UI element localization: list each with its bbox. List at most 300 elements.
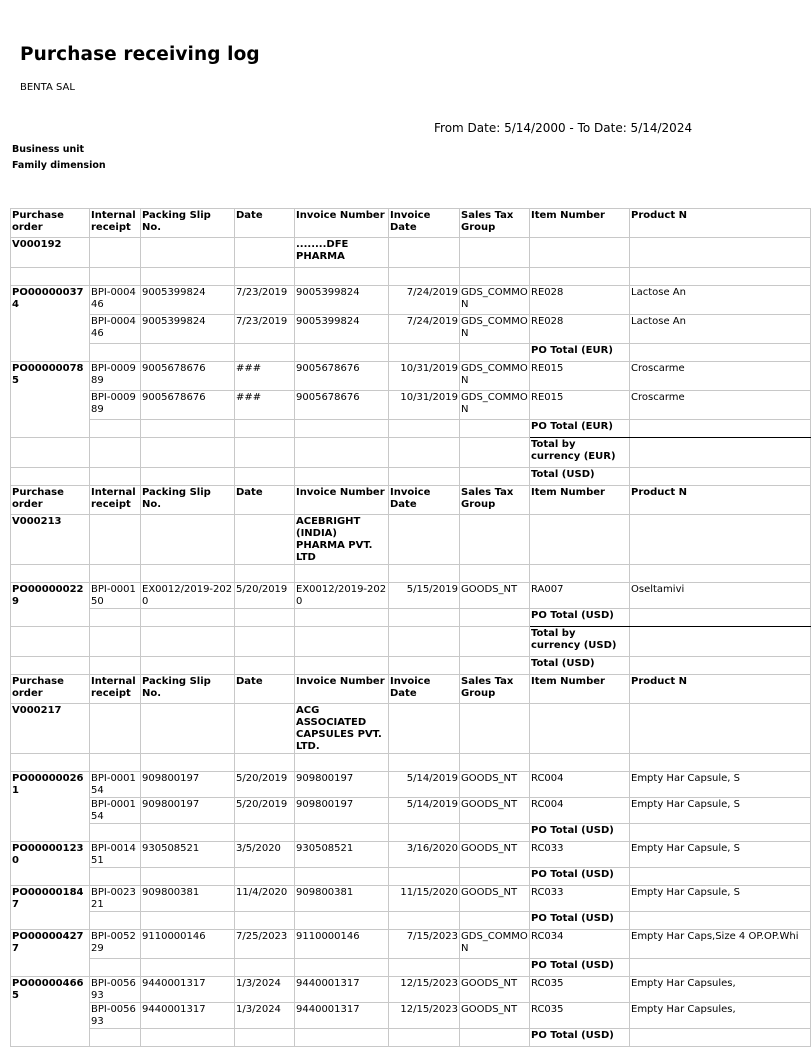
product-name <box>630 886 811 912</box>
table-cell <box>235 565 295 583</box>
table-cell <box>141 438 235 468</box>
table-cell <box>90 657 141 675</box>
table-cell <box>630 1029 811 1047</box>
item-number: RC033 <box>530 886 630 912</box>
table-cell <box>630 912 811 930</box>
table-cell <box>630 959 811 977</box>
table-cell <box>235 268 295 286</box>
table-cell <box>11 754 90 772</box>
product-text: Empty Har Caps,Size 4 OP.OP.Whi <box>631 931 799 942</box>
invoice-number: 9005399824 <box>295 315 389 344</box>
invoice-number: 909800197 <box>295 798 389 824</box>
invoice-number: 909800197 <box>295 772 389 798</box>
table-cell <box>295 609 389 627</box>
po-total-label: PO Total (EUR) <box>530 420 630 438</box>
line-row <box>11 930 811 959</box>
table-cell <box>389 515 460 565</box>
product-text: Empty Har Capsule, S <box>631 773 741 784</box>
table-cell <box>630 268 811 286</box>
receipt-date: 7/23/2019 <box>235 315 295 344</box>
table-cell <box>141 268 235 286</box>
table-cell <box>389 704 460 754</box>
invoice-number: 9440001317 <box>295 977 389 1003</box>
table-cell <box>141 609 235 627</box>
receipt-date: 5/20/2019 <box>235 772 295 798</box>
packing-slip: EX0012/2019-2020 <box>141 583 235 609</box>
column-header: Date <box>235 209 295 238</box>
product-text: Oseltamivi <box>631 584 685 595</box>
po-total-label: PO Total (USD) <box>530 912 630 930</box>
column-header: Packing Slip No. <box>141 486 235 515</box>
line-row <box>11 842 811 868</box>
table-cell <box>11 565 90 583</box>
usd-total-label: Total (USD) <box>530 468 630 486</box>
table-cell <box>530 268 630 286</box>
po-number: PO000000229 <box>11 583 90 627</box>
table-cell <box>295 565 389 583</box>
date-range: From Date: 5/14/2000 - To Date: 5/14/2024 <box>434 121 693 135</box>
table-cell <box>389 959 460 977</box>
po-total-row <box>11 959 811 977</box>
table-cell <box>389 438 460 468</box>
tax-group: GOODS_NT <box>460 886 530 912</box>
line-row <box>11 315 811 344</box>
receipt-date: 1/3/2024 <box>235 977 295 1003</box>
invoice-date: 11/15/2020 <box>389 886 460 912</box>
packing-slip: 9005399824 <box>141 315 235 344</box>
table-cell <box>235 438 295 468</box>
product-name <box>630 930 811 959</box>
column-header: Purchase order <box>11 675 90 704</box>
table-cell <box>630 868 811 886</box>
po-total-row <box>11 420 811 438</box>
spacer-row <box>11 268 811 286</box>
po-number: PO000000785 <box>11 362 90 438</box>
receipt-date: ### <box>235 362 295 391</box>
invoice-date: 12/15/2023 <box>389 977 460 1003</box>
table-cell <box>389 824 460 842</box>
tax-group: GOODS_NT <box>460 977 530 1003</box>
table-cell <box>389 565 460 583</box>
invoice-number: 9005678676 <box>295 362 389 391</box>
table-cell <box>90 627 141 657</box>
invoice-date: 7/15/2023 <box>389 930 460 959</box>
po-total-label: PO Total (USD) <box>530 1029 630 1047</box>
table-cell <box>630 824 811 842</box>
column-header: Packing Slip No. <box>141 209 235 238</box>
table-cell <box>389 754 460 772</box>
column-header: Internal receipt <box>90 486 141 515</box>
invoice-number: 9440001317 <box>295 1003 389 1029</box>
filter-family-dimension: Family dimension <box>12 160 106 171</box>
table-cell <box>90 609 141 627</box>
column-header: Invoice Number <box>295 675 389 704</box>
invoice-date: 7/24/2019 <box>389 315 460 344</box>
table-cell <box>235 609 295 627</box>
table-cell <box>235 754 295 772</box>
column-header: Internal receipt <box>90 675 141 704</box>
table-cell <box>295 344 389 362</box>
vendor-name: ........DFE PHARMA <box>295 238 389 268</box>
table-cell <box>141 1029 235 1047</box>
table-cell <box>235 912 295 930</box>
receipt-date: 5/20/2019 <box>235 798 295 824</box>
table-cell <box>530 238 630 268</box>
table-cell <box>389 868 460 886</box>
column-header: Item Number <box>530 486 630 515</box>
po-number: PO000001230 <box>11 842 90 886</box>
table-cell <box>90 704 141 754</box>
product-name <box>630 315 811 344</box>
line-row <box>11 1003 811 1029</box>
receipt-date: 11/4/2020 <box>235 886 295 912</box>
table-cell <box>630 468 811 486</box>
column-header: Internal receipt <box>90 209 141 238</box>
table-cell <box>90 515 141 565</box>
table-cell <box>235 657 295 675</box>
item-number: RC035 <box>530 1003 630 1029</box>
product-text: Empty Har Capsules, <box>631 1004 736 1015</box>
table-cell <box>295 1029 389 1047</box>
table-cell <box>11 268 90 286</box>
table-cell <box>141 868 235 886</box>
internal-receipt: BPI-005693 <box>90 1003 141 1029</box>
usd-total-row <box>11 468 811 486</box>
product-name <box>630 798 811 824</box>
packing-slip: 930508521 <box>141 842 235 868</box>
table-cell <box>141 657 235 675</box>
table-cell <box>630 238 811 268</box>
table-cell <box>460 468 530 486</box>
invoice-date: 7/24/2019 <box>389 286 460 315</box>
table-cell <box>235 824 295 842</box>
spacer-row <box>11 565 811 583</box>
internal-receipt: BPI-001451 <box>90 842 141 868</box>
table-cell <box>141 912 235 930</box>
table-cell <box>530 515 630 565</box>
table-cell <box>630 627 811 657</box>
column-header: Item Number <box>530 675 630 704</box>
table-cell <box>141 420 235 438</box>
table-cell <box>630 609 811 627</box>
product-name <box>630 842 811 868</box>
tax-group: GDS_COMMON <box>460 930 530 959</box>
column-header: Sales Tax Group <box>460 486 530 515</box>
table-cell <box>11 438 90 468</box>
packing-slip: 9005399824 <box>141 286 235 315</box>
po-total-row <box>11 868 811 886</box>
table-cell <box>460 704 530 754</box>
table-cell <box>460 754 530 772</box>
invoice-number: 909800381 <box>295 886 389 912</box>
table-cell <box>389 344 460 362</box>
table-cell <box>141 627 235 657</box>
report-table-viewport <box>10 208 799 1041</box>
packing-slip: 9110000146 <box>141 930 235 959</box>
table-cell <box>530 754 630 772</box>
table-cell <box>389 268 460 286</box>
line-row <box>11 772 811 798</box>
packing-slip: 909800197 <box>141 798 235 824</box>
line-row <box>11 362 811 391</box>
item-number: RC035 <box>530 977 630 1003</box>
table-cell <box>11 468 90 486</box>
invoice-date: 5/14/2019 <box>389 798 460 824</box>
table-cell <box>460 238 530 268</box>
table-cell <box>389 468 460 486</box>
table-cell <box>630 515 811 565</box>
table-cell <box>460 824 530 842</box>
table-cell <box>460 1029 530 1047</box>
po-number: PO000004665 <box>11 977 90 1047</box>
table-cell <box>295 268 389 286</box>
product-text: Croscarme <box>631 363 685 374</box>
table-cell <box>90 912 141 930</box>
po-total-label: PO Total (USD) <box>530 959 630 977</box>
tax-group: GOODS_NT <box>460 842 530 868</box>
table-cell <box>295 657 389 675</box>
product-text: Empty Har Capsules, <box>631 978 736 989</box>
table-cell <box>235 515 295 565</box>
table-cell <box>389 420 460 438</box>
table-cell <box>460 959 530 977</box>
product-text: Empty Har Capsule, S <box>631 799 741 810</box>
column-header: Invoice Date <box>389 486 460 515</box>
product-name <box>630 772 811 798</box>
table-cell <box>235 868 295 886</box>
product-name <box>630 977 811 1003</box>
line-row <box>11 583 811 609</box>
table-cell <box>389 238 460 268</box>
vendor-row <box>11 238 811 268</box>
table-cell <box>141 959 235 977</box>
product-text: Empty Har Capsule, S <box>631 843 741 854</box>
item-number: RA007 <box>530 583 630 609</box>
po-total-label: PO Total (USD) <box>530 868 630 886</box>
receipt-date: 7/23/2019 <box>235 286 295 315</box>
internal-receipt: BPI-000989 <box>90 391 141 420</box>
table-cell <box>235 959 295 977</box>
invoice-date: 12/15/2023 <box>389 1003 460 1029</box>
column-header: Purchase order <box>11 486 90 515</box>
table-cell <box>460 912 530 930</box>
table-cell <box>630 704 811 754</box>
item-number: RE015 <box>530 391 630 420</box>
packing-slip: 9440001317 <box>141 977 235 1003</box>
product-text: Lactose An <box>631 287 686 298</box>
po-total-label: PO Total (EUR) <box>530 344 630 362</box>
line-row <box>11 798 811 824</box>
table-cell <box>90 565 141 583</box>
table-cell <box>389 627 460 657</box>
column-header: Sales Tax Group <box>460 675 530 704</box>
po-total-row <box>11 344 811 362</box>
item-number: RE028 <box>530 286 630 315</box>
packing-slip: 9005678676 <box>141 391 235 420</box>
item-number: RE015 <box>530 362 630 391</box>
table-cell <box>630 565 811 583</box>
table-cell <box>141 238 235 268</box>
table-cell <box>530 704 630 754</box>
tax-group: GOODS_NT <box>460 1003 530 1029</box>
internal-receipt: BPI-000446 <box>90 286 141 315</box>
product-text: Empty Har Capsule, S <box>631 887 741 898</box>
invoice-number: EX0012/2019-2020 <box>295 583 389 609</box>
line-row <box>11 886 811 912</box>
table-cell <box>235 238 295 268</box>
product-name <box>630 1003 811 1029</box>
table-cell <box>389 609 460 627</box>
table-cell <box>90 1029 141 1047</box>
table-cell <box>460 627 530 657</box>
po-total-label: PO Total (USD) <box>530 824 630 842</box>
internal-receipt: BPI-005693 <box>90 977 141 1003</box>
table-cell <box>460 868 530 886</box>
po-total-row <box>11 609 811 627</box>
table-cell <box>389 657 460 675</box>
table-cell <box>141 704 235 754</box>
usd-total-label: Total (USD) <box>530 657 630 675</box>
table-cell <box>235 420 295 438</box>
receiving-log-table <box>10 208 811 1047</box>
column-header: Product N <box>630 486 811 515</box>
table-cell <box>235 344 295 362</box>
po-number: PO000001847 <box>11 886 90 930</box>
table-cell <box>295 868 389 886</box>
table-cell <box>295 754 389 772</box>
column-header: Invoice Date <box>389 209 460 238</box>
po-number: PO000000261 <box>11 772 90 842</box>
table-cell <box>141 565 235 583</box>
table-cell <box>235 627 295 657</box>
internal-receipt: BPI-000154 <box>90 798 141 824</box>
table-cell <box>90 824 141 842</box>
table-cell <box>141 824 235 842</box>
vendor-id: V000213 <box>11 515 90 565</box>
table-cell <box>295 438 389 468</box>
item-number: RE028 <box>530 315 630 344</box>
product-name <box>630 391 811 420</box>
tax-group: GOODS_NT <box>460 583 530 609</box>
table-cell <box>90 238 141 268</box>
tax-group: GDS_COMMON <box>460 391 530 420</box>
column-header: Product N <box>630 209 811 238</box>
table-cell <box>235 468 295 486</box>
invoice-number: 9005399824 <box>295 286 389 315</box>
table-cell <box>141 344 235 362</box>
table-cell <box>460 438 530 468</box>
line-row <box>11 286 811 315</box>
table-cell <box>460 344 530 362</box>
table-cell <box>630 420 811 438</box>
column-header: Product N <box>630 675 811 704</box>
table-cell <box>295 824 389 842</box>
table-cell <box>90 468 141 486</box>
column-header: Sales Tax Group <box>460 209 530 238</box>
table-cell <box>295 912 389 930</box>
table-cell <box>460 515 530 565</box>
table-cell <box>235 704 295 754</box>
table-cell <box>11 627 90 657</box>
vendor-row <box>11 704 811 754</box>
tax-group: GDS_COMMON <box>460 286 530 315</box>
receipt-date: 7/25/2023 <box>235 930 295 959</box>
column-header-row <box>11 209 811 238</box>
product-text: Croscarme <box>631 392 685 403</box>
column-header: Packing Slip No. <box>141 675 235 704</box>
receipt-date: 5/20/2019 <box>235 583 295 609</box>
table-cell <box>460 420 530 438</box>
table-cell <box>460 657 530 675</box>
filter-business-unit: Business unit <box>12 144 85 155</box>
internal-receipt: BPI-000446 <box>90 315 141 344</box>
table-cell <box>90 959 141 977</box>
internal-receipt: BPI-000150 <box>90 583 141 609</box>
invoice-date: 5/15/2019 <box>389 583 460 609</box>
table-cell <box>630 344 811 362</box>
table-cell <box>530 565 630 583</box>
product-name <box>630 362 811 391</box>
line-row <box>11 977 811 1003</box>
po-number: PO000004277 <box>11 930 90 977</box>
internal-receipt: BPI-005229 <box>90 930 141 959</box>
table-cell <box>389 1029 460 1047</box>
item-number: RC033 <box>530 842 630 868</box>
currency-total-label: Total by currency (EUR) <box>530 438 630 468</box>
invoice-date: 3/16/2020 <box>389 842 460 868</box>
po-total-row <box>11 824 811 842</box>
line-row <box>11 391 811 420</box>
table-cell <box>389 912 460 930</box>
internal-receipt: BPI-002321 <box>90 886 141 912</box>
vendor-name: ACG ASSOCIATED CAPSULES PVT. LTD. <box>295 704 389 754</box>
po-total-row <box>11 1029 811 1047</box>
vendor-name: ACEBRIGHT (INDIA) PHARMA PVT. LTD <box>295 515 389 565</box>
table-cell <box>90 438 141 468</box>
invoice-date: 10/31/2019 <box>389 362 460 391</box>
receipt-date: 1/3/2024 <box>235 1003 295 1029</box>
table-cell <box>90 344 141 362</box>
table-cell <box>460 268 530 286</box>
column-header: Purchase order <box>11 209 90 238</box>
tax-group: GDS_COMMON <box>460 315 530 344</box>
table-cell <box>90 754 141 772</box>
invoice-number: 930508521 <box>295 842 389 868</box>
column-header-row <box>11 675 811 704</box>
product-text: Lactose An <box>631 316 686 327</box>
vendor-id: V000217 <box>11 704 90 754</box>
packing-slip: 909800197 <box>141 772 235 798</box>
table-cell <box>141 515 235 565</box>
invoice-date: 10/31/2019 <box>389 391 460 420</box>
po-total-row <box>11 912 811 930</box>
usd-total-row <box>11 657 811 675</box>
table-cell <box>630 657 811 675</box>
po-total-label: PO Total (USD) <box>530 609 630 627</box>
invoice-number: 9110000146 <box>295 930 389 959</box>
column-header: Invoice Number <box>295 486 389 515</box>
packing-slip: 9440001317 <box>141 1003 235 1029</box>
spacer-row <box>11 754 811 772</box>
table-cell <box>295 468 389 486</box>
table-cell <box>460 565 530 583</box>
table-cell <box>295 420 389 438</box>
item-number: RC004 <box>530 798 630 824</box>
column-header: Invoice Date <box>389 675 460 704</box>
invoice-date: 5/14/2019 <box>389 772 460 798</box>
internal-receipt: BPI-000154 <box>90 772 141 798</box>
column-header: Item Number <box>530 209 630 238</box>
